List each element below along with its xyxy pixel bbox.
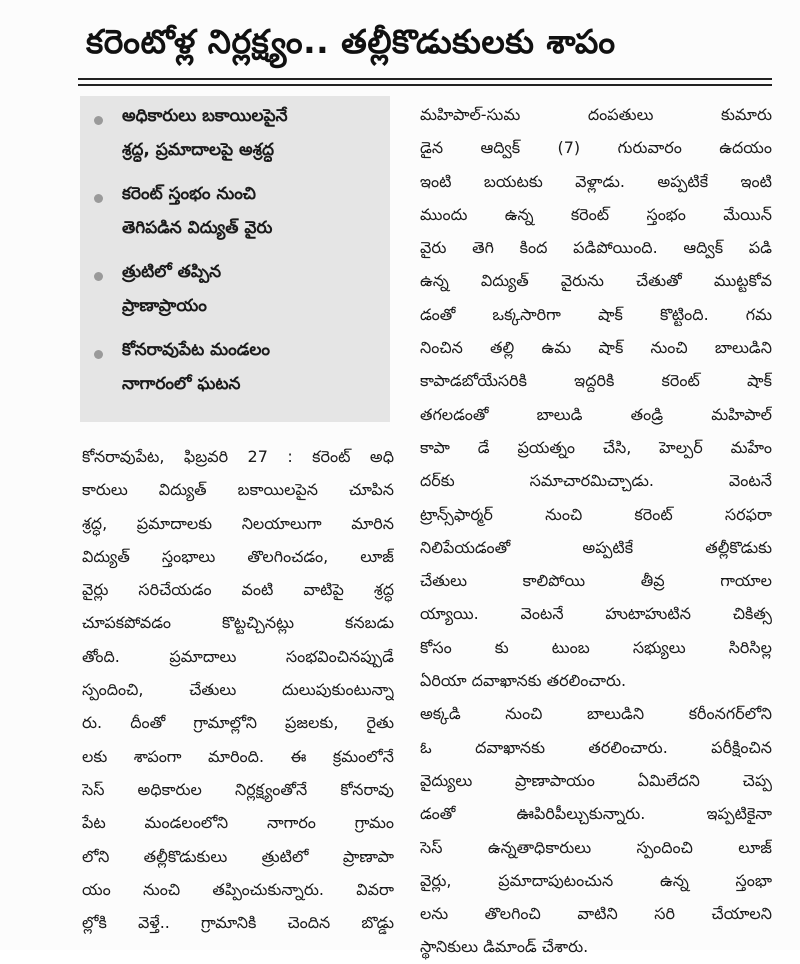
bullet-icon bbox=[94, 194, 103, 203]
highlight-line: త్రుటిలో తప్పిన bbox=[122, 262, 222, 282]
highlight-line: కరెంట్ స్తంభం నుంచి bbox=[122, 184, 256, 204]
body-line: డంతో ఒక్కసారిగా షాక్ కొట్టింది. గమ bbox=[420, 304, 772, 324]
body-line: తోంది. ప్రమాదాలు సంభవించినప్పుడే bbox=[82, 646, 394, 666]
headline-rule-top bbox=[78, 78, 772, 80]
body-line: లకు శాపంగా మారింది. ఈ క్రమంలోనే bbox=[82, 746, 394, 766]
body-line: ముందు ఉన్న కరెంట్ స్తంభం మేయిన్ bbox=[420, 204, 772, 224]
body-column-right bbox=[420, 98, 772, 964]
highlights-box bbox=[80, 96, 390, 422]
highlight-line: ప్రాణాప్రాయం bbox=[122, 296, 207, 316]
body-line: విద్యుత్ స్తంభాలు తొలగించడం, లూజ్ bbox=[82, 546, 394, 566]
body-line: తగలడంతో బాలుడి తండ్రి మహిపాల్ bbox=[420, 404, 772, 424]
body-line: మహిపాల్-సుమ దంపతులు కుమారు bbox=[420, 105, 772, 124]
body-line: ఓ దవాఖానకు తరలించారు. పరీక్షించిన bbox=[420, 737, 772, 757]
body-line: లోని తల్లీకొడుకులు త్రుటిలో ప్రాణాపా bbox=[82, 846, 394, 866]
body-line: డైన ఆద్విక్ (7) గురువారం ఉదయం bbox=[420, 138, 772, 158]
body-line: అక్కడి నుంచి బాలుడిని కరీంనగర్‌లోని bbox=[420, 704, 772, 724]
highlight-line: కోనరావుపేట మండలం bbox=[122, 340, 270, 360]
body-line: వైద్యులు ప్రాణాపాయం ఏమిలేదని చెప్ప bbox=[420, 770, 772, 790]
body-line: ఏరియా దవాఖానకు తరలించారు. bbox=[420, 671, 627, 691]
bullet-icon bbox=[94, 272, 103, 281]
body-line: స్థానికులు డిమాండ్ చేశారు. bbox=[420, 937, 589, 957]
body-line: స్పందించి, చేతులు దులుపుకుంటున్నా bbox=[82, 680, 394, 700]
body-line: నిలిపేయడంతో అప్పటికే తల్లీకొడుకు bbox=[420, 537, 772, 557]
highlight-line: అధికారులు బకాయిలపైనే bbox=[122, 106, 288, 126]
body-line: కారులు విద్యుత్ బకాయిలపైన చూపిన bbox=[82, 480, 394, 500]
body-line: లను తొలగించి వాటిని సరి చేయాలని bbox=[420, 904, 772, 924]
headline: కరెంటోళ్ల నిర్లక్ష్యం.. తల్లీకొడుకులకు శాపం bbox=[86, 22, 616, 61]
body-line: రు. దీంతో గ్రామాల్లోని ప్రజలకు, రైతు bbox=[82, 713, 394, 733]
body-line: ఇంటి బయటకు వెళ్లాడు. అప్పటికే ఇంటి bbox=[420, 171, 772, 191]
bullet-icon bbox=[94, 350, 103, 359]
highlight-line: శ్రద్ధ, ప్రమాదాలపై అశ్రద్ధ bbox=[122, 140, 274, 160]
body-line: సెస్ ఉన్నతాధికారులు స్పందించి లూజ్ bbox=[420, 837, 772, 857]
body-line: యం నుంచి తప్పించుకున్నారు. వివరా bbox=[82, 879, 394, 899]
body-line: ఉన్న విద్యుత్ వైరును చేతుతో ముట్టకోవ bbox=[420, 271, 772, 291]
body-line: ట్రాన్స్‌ఫార్మర్ నుంచి కరెంట్ సరఫరా bbox=[420, 504, 772, 524]
body-line: నించిన తల్లి ఉమ షాక్ నుంచి బాలుడిని bbox=[420, 338, 772, 358]
body-line: య్యాయి. వెంటనే హుటాహుటిన చికిత్స bbox=[420, 604, 772, 624]
body-column-left bbox=[82, 440, 394, 939]
body-line: దర్‌కు సమాచారమిచ్చాడు. వెంటనే bbox=[420, 471, 772, 491]
body-line: డంతో ఊపిరిపీల్చుకున్నారు. ఇప్పటికైనా bbox=[420, 804, 772, 824]
body-line: కాపా డే ప్రయత్నం చేసి, హెల్పర్ మహేం bbox=[420, 437, 772, 457]
body-line: పేట మండలంలోని నాగారం గ్రామం bbox=[82, 813, 394, 833]
body-line: కాపాడబోయేసరికి ఇద్దరికి కరెంట్ షాక్ bbox=[420, 371, 772, 391]
headline-rule-bottom bbox=[78, 84, 772, 86]
bullet-icon bbox=[94, 116, 103, 125]
highlight-line: తెగిపడిన విద్యుత్ వైరు bbox=[122, 218, 273, 238]
body-line: కోసం కు టుంబ సభ్యులు సిరిసిల్ల bbox=[420, 637, 772, 657]
body-line: చూపకపోవడం కొట్టచ్చినట్లు కనబడు bbox=[82, 613, 394, 633]
body-line: వైరు తెగి కింద పడిపోయింది. ఆద్విక్ పడి bbox=[420, 238, 772, 258]
body-line: ల్లోకి వెళ్తే.. గ్రామానికి చెందిన బొడ్డు bbox=[82, 913, 394, 933]
body-line: కోనరావుపేట, ఫిబ్రవరి 27 : కరెంట్ అధి bbox=[82, 447, 394, 466]
body-line: శ్రద్ధ, ప్రమాదాలకు నిలయాలుగా మారిన bbox=[82, 513, 394, 533]
highlight-line: నాగారంలో ఘటన bbox=[122, 374, 241, 394]
body-line: సెస్ అధికారుల నిర్లక్ష్యంతోనే కోనరావు bbox=[82, 779, 394, 799]
body-line: వైర్లు సరిచేయడం వంటి వాటిపై శ్రద్ధ bbox=[82, 580, 394, 600]
body-line: చేతులు కాలిపోయి తీవ్ర గాయాల bbox=[420, 571, 772, 591]
body-line: వైర్లు, ప్రమాదాపుటంచున ఉన్న స్తంభా bbox=[420, 870, 772, 890]
